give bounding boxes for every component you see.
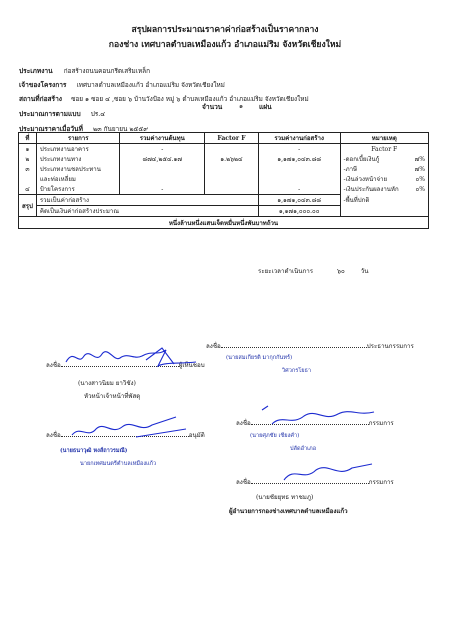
count-unit: แผ่น (259, 103, 272, 111)
remark-label: -ภาษี (343, 166, 358, 173)
round-value: ๑,๑๗๑,๐๐๐.๐๐ (258, 206, 340, 217)
document-subtitle: กองช่าง เทศบาลตำบลเหมืองแก้ว อำเภอแม่ริม จังหวัดเชียงใหม่ (108, 40, 342, 50)
row-no: ๔ (19, 184, 37, 195)
form-label: ประมาณการตามแบบ (19, 110, 81, 118)
remark-heading: Factor F (340, 144, 428, 155)
row-cost (120, 164, 205, 174)
sign-prefix: ลงชื่อ (236, 420, 251, 427)
duration-value: ๖๐ (337, 268, 345, 275)
row-cost: ๘๗๔,๒๕๔.๑๗ (120, 154, 205, 164)
row-item: ประเภทงานอาคาร (36, 144, 120, 155)
row-total: - (258, 144, 340, 155)
sum-label: รวมเป็นค่าก่อสร้าง (36, 195, 258, 206)
row-no: ๓ (19, 164, 37, 174)
row-total (258, 174, 340, 184)
sign-prefix: ลงชื่อ (46, 432, 61, 439)
approver2-name: (นายธนาวุฒิ หงส์ถาวรมณี) (60, 448, 128, 454)
table-row (19, 154, 429, 164)
table-row (19, 174, 429, 184)
remark-value: ๐% (415, 176, 425, 183)
owner-label: เจ้าของโครงการ (19, 81, 67, 89)
table-row (19, 164, 429, 174)
summary-sum-row (19, 195, 429, 206)
remark-line (340, 164, 428, 174)
sum-value: ๑,๑๗๑,๐๔๓.๘๘ (258, 195, 340, 206)
site-value: ซอย ๑ ซอย ๔ ,ซอย ๖ บ้านวังป้อง หมู่ ๖ ตำบลเหมืองแก้ว อำเภอแม่ริม จังหวัดเชียงใหม่ (71, 95, 309, 103)
row-cost (120, 174, 205, 184)
row-item: ประเภทงานทาง (36, 154, 120, 164)
sign-dots (221, 347, 367, 348)
header-cost: รวมค่างานต้นทุน (120, 133, 205, 144)
row-factor (205, 174, 259, 184)
committee3-signature (278, 460, 378, 486)
header-item: รายการ (36, 133, 120, 144)
approver2-signature (66, 415, 196, 445)
date-label: ประมาณราคาเมื่อวันที่ (19, 125, 83, 133)
duration-unit: วัน (360, 268, 369, 275)
remark-value: ๗% (414, 166, 425, 173)
duration-label: ระยะเวลาดำเนินการ (258, 268, 314, 275)
row-item: และท่อเหลี่ยม (36, 174, 120, 184)
row-total: - (258, 184, 340, 195)
type-label: ประเภทงาน (19, 67, 53, 75)
table-header-row (19, 133, 429, 144)
remark-label: -เงินล่วงหน้าจ่าย (343, 176, 388, 183)
type-value: ก่อสร้างถนนคอนกรีตเสริมเหล็ก (63, 67, 150, 75)
remark-line (340, 195, 428, 217)
summary-words-row (19, 217, 429, 229)
committee1-role: ประธานกรรมการ (366, 343, 414, 350)
approver-name: (นางสาวนิยม ยาวิชัง) (78, 380, 136, 387)
sign-prefix: ลงชื่อ (236, 479, 251, 486)
row-factor (205, 144, 259, 155)
row-factor (205, 184, 259, 195)
remark-value: ๐% (415, 186, 425, 194)
committee2-position: ปลัดอำเภอ (290, 446, 317, 452)
header-factor: Factor F (205, 133, 259, 144)
remark-label: -พื้นที่ปกติ (343, 196, 370, 204)
committee3-position: ผู้อำนวยการกองช่างเทศบาลตำบลเหมืองแก้ว (229, 508, 348, 515)
header-total: รวมค่างานก่อสร้าง (258, 133, 340, 144)
row-total (258, 164, 340, 174)
header-remark: หมายเหตุ (340, 133, 428, 144)
committee1-sign-line (206, 341, 414, 351)
row-no: ๒ (19, 154, 37, 164)
row-factor: ๑.๒๖๒๔ (205, 154, 259, 164)
sign-prefix: ลงชื่อ (46, 362, 61, 369)
table-row (19, 184, 429, 195)
row-no (19, 174, 37, 184)
site-label: สถานที่ก่อสร้าง (19, 95, 63, 103)
remark-line (340, 154, 428, 164)
approver-position: หัวหน้าเจ้าหน้าที่พัสดุ (84, 393, 141, 400)
approver2-position: นายกเทศมนตรีตำบลเหมืองแก้ว (80, 461, 157, 467)
sign-prefix: ลงชื่อ (206, 343, 221, 350)
count-label: จำนวน (202, 103, 223, 111)
row-cost: - (120, 144, 205, 155)
approver2-role: อนุมัติ (188, 432, 205, 439)
committee2-name: (นายศุภชัย เชียงคำ) (250, 433, 300, 439)
date-value: ๒๓ กันยายน ๒๕๕๙ (93, 125, 148, 133)
committee2-role: กรรมการ (368, 420, 394, 427)
remark-label: -ดอกเบี้ยเงินกู้ (343, 156, 380, 163)
committee1-name: (นายสมเกียรติ มากุกกันทร์) (226, 355, 293, 361)
remark-value: ๗% (414, 156, 425, 163)
round-label: คิดเป็นเงินค่าก่อสร้างประมาณ (36, 206, 258, 217)
row-item: ประเภทงานชลประทาน (36, 164, 120, 174)
committee3-name: (นายชัยยุทธ ทาชมภู) (256, 494, 314, 501)
approver-role: ผู้เห็นชอบ (178, 362, 205, 369)
remark-label: -เงินประกันผลงานหัก (343, 186, 399, 194)
remark-line (340, 184, 428, 195)
header-no: ที่ (19, 133, 37, 144)
committee1-position: วิศวกรโยธา (282, 368, 312, 374)
summary-label: สรุป (19, 195, 37, 217)
row-no: ๑ (19, 144, 37, 155)
duration-row (258, 266, 368, 276)
document-title: สรุปผลการประมาณราคาค่าก่อสร้างเป็นราคากลาง (131, 25, 319, 35)
approver-signature (62, 344, 202, 368)
committee2-signature (258, 404, 378, 430)
committee3-role: กรรมการ (368, 479, 394, 486)
count-value: ๑ (239, 102, 244, 110)
row-item: ป้ายโครงการ (36, 184, 120, 195)
row-total: ๑,๑๗๑,๐๔๓.๘๘ (258, 154, 340, 164)
form-value: ปร.๔ (90, 110, 106, 118)
owner-value: เทศบาลตำบลเหมืองแก้ว อำเภอแม่ริม จังหวัดเชียงใหม่ (76, 81, 225, 89)
row-cost: - (120, 184, 205, 195)
row-factor (205, 164, 259, 174)
amount-in-words: หนึ่งล้านหนึ่งแสนเจ็ดหมื่นหนึ่งพันบาทถ้วน (19, 217, 429, 229)
table-row (19, 144, 429, 155)
cost-summary-table (18, 132, 429, 229)
remark-line (340, 174, 428, 184)
